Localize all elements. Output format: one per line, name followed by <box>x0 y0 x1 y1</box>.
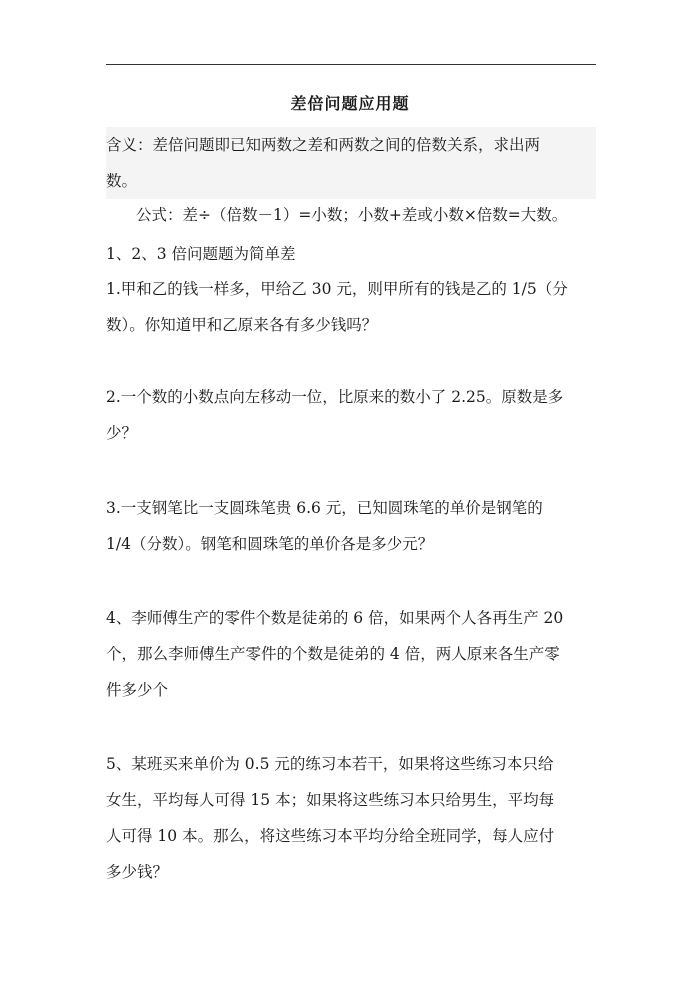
section-heading <box>106 236 596 272</box>
problem-line: 数）。你知道甲和乙原来各有多少钱吗？ <box>106 316 378 334</box>
problem-5 <box>106 746 596 890</box>
definition-line-2: 数。 <box>106 172 138 190</box>
problem-line: 4、李师傅生产的零件个数是徒弟的 6 倍，如果两个人各再生产 20 <box>106 609 564 627</box>
problem-line: 2.一个数的小数点向左移动一位，比原来的数小了 2.25。原数是多 <box>106 388 564 406</box>
problem-4 <box>106 600 596 708</box>
problem-line: 多少钱？ <box>106 863 169 881</box>
section-heading-line: 1、2、3 倍问题题为简单差 <box>106 245 296 263</box>
problem-3 <box>106 490 596 562</box>
problem-line: 人可得 10 本。那么，将这些练习本平均分给全班同学，每人应付 <box>106 827 555 845</box>
problem-line: 女生，平均每人可得 15 本；如果将这些练习本只给男生，平均每 <box>106 791 555 809</box>
problem-line: 1/4（分数）。钢笔和圆珠笔的单价各是多少元？ <box>106 535 434 553</box>
page-title: 差倍问题应用题 <box>290 94 410 113</box>
formula-line: 公式：差÷（倍数－1）=小数；小数+差或小数×倍数=大数。 <box>136 206 568 224</box>
formula-paragraph <box>106 197 596 233</box>
problem-line: 1.甲和乙的钱一样多，甲给乙 30 元，则甲所有的钱是乙的 1/5（分 <box>106 280 568 298</box>
definition-paragraph <box>106 127 596 199</box>
problem-line: 个，那么李师傅生产零件的个数是徒弟的 4 倍，两人原来各生产零 <box>106 645 560 663</box>
problem-line: 件多少个 <box>106 681 169 699</box>
problem-line: 少？ <box>106 424 138 442</box>
problem-line: 3.一支钢笔比一支圆珠笔贵 6.6 元，已知圆珠笔的单价是钢笔的 <box>106 499 543 517</box>
problem-2 <box>106 379 596 451</box>
problem-line: 5、某班买来单价为 0.5 元的练习本若干，如果将这些练习本只给 <box>106 755 554 773</box>
definition-line-1: 含义：差倍问题即已知两数之差和两数之间的倍数关系，求出两 <box>106 136 541 154</box>
problem-1 <box>106 271 596 343</box>
header-rule <box>106 64 596 65</box>
